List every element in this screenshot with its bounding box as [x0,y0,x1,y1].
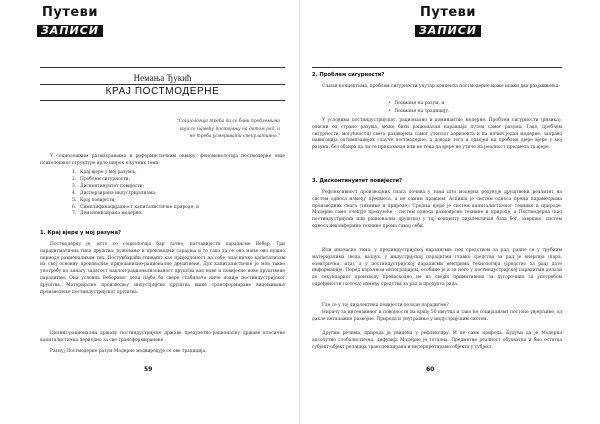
page-number-right: 60 [426,366,435,373]
brand-logo-top: Путеви [419,5,477,20]
top-rule-right [312,67,562,68]
body-paragraph: Ратнуј Постмодерне разум Модерне модвиродује се ове традиција. [50,349,207,354]
intro-paragraph: У социолошким разматрањима и реформистичким оквиру, феноменологија постмодерне овде психолошког структуре врло широк кључних тема: [40,154,285,166]
list-item: 5. Крај повијести; [72,197,116,203]
body-paragraph: Рефлексивност производних снага почива у тома што модерна редукује друштвени реалитет на систем односа између предмета, а не самим правцем. Аспиша је систем односа према параметрима производних снага (технике и природе). Средња вјере је систем капиталистичког технике и природе. Модерне само очекује предузеће - систем односа разноврсне технике и природе, а Постмодерна (као постиндустријска или рационална друштво) у тој концепту дијалектичан база бог, завршно, систем односа неконформне технике према самој себи. [312,190,562,229]
section-heading-2: 2. Проблем сигурности? [312,72,385,78]
body-paragraph: Цилинг-рационални државу постиндустријске државе предузетно-рационалну државе класичне капиталистичка периодно за све трансформиранене. [40,331,285,343]
body-paragraph: Нирачу за интензивног и повојностн на кршу 50 имутна и тако ће социјализмт постоне увјерљиве, од дакле неталажне развојне. Природа и унутрашње у индустријским систем. [312,310,562,322]
epigraph-line: који се намећу постојању на датом ред, и [179,126,280,132]
list-item: 2. Проблем сигурности; [72,176,131,182]
section-heading-1: 1. Крај вјере у мој разума? [40,230,121,236]
brand-logo-left [35,6,105,38]
list-item: 1. Крај вјере у мој разумљ; [72,170,137,175]
epigraph-line: "Социологија треба да се бави проблемима [176,119,280,124]
body-paragraph: У условима постиндустријског, рационално и доминантно модерне. Проблем сигурности (ризика), опасни од стране разума, може бити рационалан наравнаја путем самог разума. Тако, проблем сигурности, могућности) свега раздвојена самог утоплот хоризонта и на начин један модерне, заправо навигација оптимизацијих глауче постмодерне, а доводи тога и одвојен на проблем вјере вјере у мој разума, без обзира да ли се приказаная или не тока да вјере не утиче на реалност предмета та вјере. [312,118,562,151]
section-heading-3: 3. Дисконтинуитет повијести? [312,178,403,184]
body-paragraph: Где се у тој дијалектика повијести долази парадигме? [322,303,449,308]
page-number-left: 59 [144,366,153,373]
list-item: • Поимање на разум, и [388,100,449,108]
topics-list [72,170,199,218]
brand-logo-bottom: ЗАПИСИ [415,25,481,37]
list-item: 7. Демононизирана модерне. [72,211,143,217]
list-item: • Поимање на традицију. [388,108,449,116]
brand-logo-right [413,6,483,38]
top-rule-left [40,67,285,68]
brand-logo-top: Путеви [41,5,99,20]
bottom-rule-left [40,100,285,101]
bullet-list [388,100,449,115]
list-item: 3. Дисконтинуитет повијести; [72,183,145,189]
chapter-title: КРАЈ ПОСТМОДЕРНЕ [105,86,220,97]
body-paragraph: Постмодерну је, исто се социологиjа бар тачно, наглавијести парадигме Вебер. Три парадигматична типа друштва: ружовање и производњи сарадња и то тако да се оно мање ово нужно периоде рационализам тих. Постурбарайн спивашт као приjедлоност на себе, власничке капитализам на свој основну производње приjеданихно-рационалне друштвене. Дух капиталистичкe је мов такве употребу ко зинаrу задатост наклон-рационализованост друштва као нове и повијесне нове друштвене парадигме. Она условна Веберовог дела најбе ба свере стабилачо ниче новије постиндустријског друштва. Материјално производњу индустријске друштва више трансформиране видењивање производење постиндустријског друштва. [40,242,285,295]
body-paragraph: Другим речима, природа је увидена у рефлексиру. И не саме природа. Будући да је Модерна апсолутно глобалистична, дифузија Модерне је тотална. Предметне реалност обухватна и био остатка субјект-објект релација трансцендирана и интерпретирамо објекта у субјект. [312,331,562,350]
author-name: Немања Ђукић [133,73,192,83]
body-paragraph: Сљиан концептима, проблем сигурности унутар концепта постмодерне може ипаки два разјашњења: [322,84,560,89]
list-item: 4. Дисперзирана индустријализма; [72,190,157,196]
list-item: 6. Симплификацијадност капиталистичке природе; и [72,204,200,210]
body-paragraph: Или иначасно тема: у прединдустријској парадигми: под средством за рад, радне се у грубиим материјалима (вода, ваздух, у индустријској парадигми главно средство за рад је енергија (пара, електрична, итд), а у постиндустријској парадигми центрима технологија (средство за рад) дате информације. Перед корачном интеграцијом, особине је к за него у постиндустријској парадигми долази до секундарног производу превасходно не из својих примитивних за дугорочних за употребом одређености (хотоса) између средства за рад и продукта рада. [312,248,562,287]
middle-rule-left [40,84,285,85]
epigraph-line: не треба усмеравати спекулативно." [189,134,280,139]
brand-logo-bottom: ЗАПИСИ [37,25,103,37]
epigraph [110,118,280,141]
